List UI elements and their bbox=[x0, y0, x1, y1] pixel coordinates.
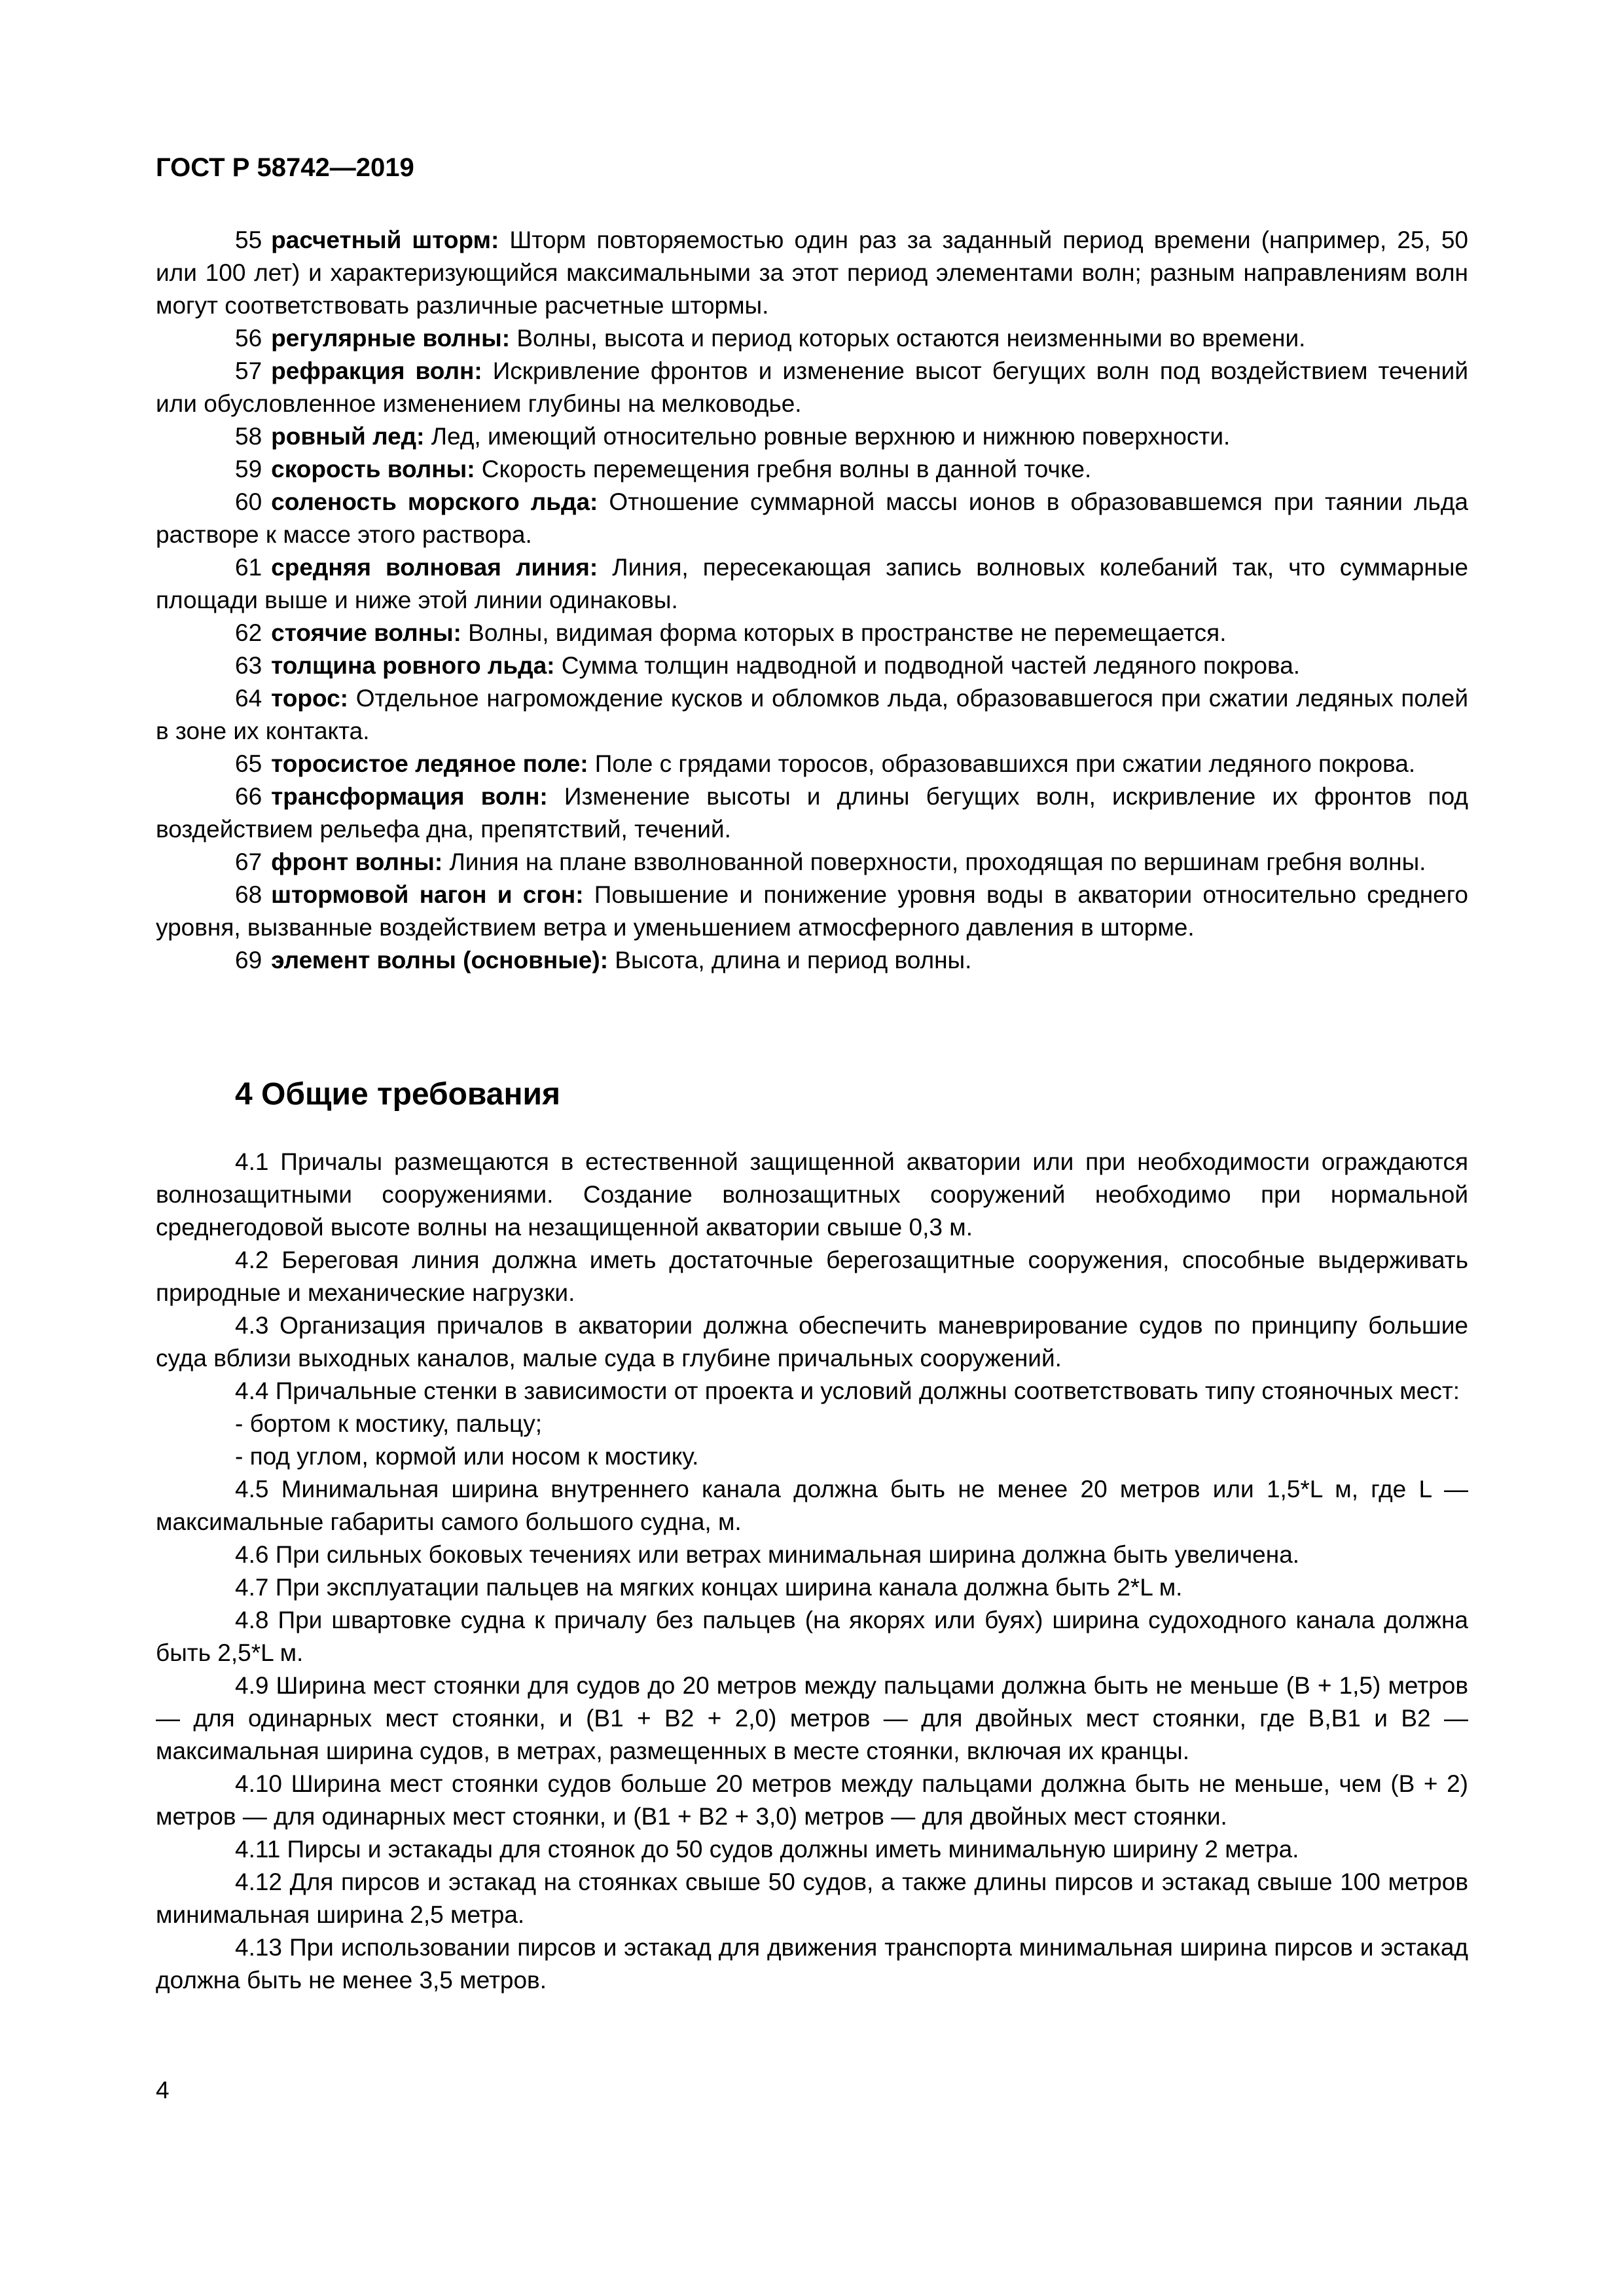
requirement-paragraph: 4.13 При использовании пирсов и эстакад для движения транспорта минимальная ширина пирсов и эстакад должна быть не менее 3,5 метров. bbox=[156, 1934, 1468, 1994]
term-68: 68 штормовой нагон и сгон: Повышение и понижение уровня воды в акватории относительно среднего уровня, вызванные воздействием ветра и уменьшением атмосферного давления в шторме. bbox=[156, 881, 1468, 941]
requirement-paragraph: 4.7 При эксплуатации пальцев на мягких концах ширина канала должна быть 2*L м. bbox=[235, 1574, 1183, 1601]
requirement-paragraph: 4.6 При сильных боковых течениях или ветрах минимальная ширина должна быть увеличена. bbox=[235, 1541, 1300, 1568]
term-65: 65 торосистое ледяное поле: Поле с грядами торосов, образовавшихся при сжатии ледяного покрова. bbox=[235, 750, 1416, 777]
requirement-paragraph: 4.5 Минимальная ширина внутреннего канала должна быть не менее 20 метров или 1,5*L м, где L — максимальные габариты самого большого судна, м. bbox=[156, 1476, 1468, 1535]
term-61: 61 средняя волновая линия: Линия, пересекающая запись волновых колебаний так, что суммарные площади выше и ниже этой линии одинаковы. bbox=[156, 554, 1468, 613]
requirements-list bbox=[156, 1146, 1468, 1997]
term-title: средняя волновая линия: bbox=[271, 554, 598, 581]
requirement-paragraph: 4.8 При швартовке судна к причалу без пальцев (на якорях или буях) ширина судоходного канала должна быть 2,5*L м. bbox=[156, 1607, 1468, 1666]
term-definition: Отношение суммарной массы ионов в образовавшемся при таянии льда растворе к массе этого раствора. bbox=[156, 488, 1468, 548]
term-definition: Сумма толщин надводной и подводной частей ледяного покрова. bbox=[554, 652, 1301, 679]
term-title: скорость волны: bbox=[271, 456, 475, 483]
term-59: 59 скорость волны: Скорость перемещения гребня волны в данной точке. bbox=[235, 456, 1092, 483]
term-definition: Искривление фронтов и изменение высот бегущих волн под воздействием течений или обусловленное изменением глубины на мелководье. bbox=[156, 357, 1468, 417]
term-64: 64 торос: Отдельное нагромождение кусков и обломков льда, образовавшегося при сжатии ледяных полей в зоне их контакта. bbox=[156, 685, 1468, 744]
requirement-paragraph: 4.4 Причальные стенки в зависимости от проекта и условий должны соответствовать типу стояночных мест: bbox=[235, 1377, 1460, 1404]
requirement-list-item: - под углом, кормой или носом к мостику. bbox=[235, 1443, 699, 1470]
term-69: 69 элемент волны (основные): Высота, длина и период волны. bbox=[235, 947, 972, 974]
term-definition: Лед, имеющий относительно ровные верхнюю и нижнюю поверхности. bbox=[424, 423, 1231, 450]
term-title: толщина ровного льда: bbox=[271, 652, 555, 679]
term-67: 67 фронт волны: Линия на плане взволнованной поверхности, проходящая по вершинам гребня волны. bbox=[235, 848, 1426, 875]
requirement-paragraph: 4.11 Пирсы и эстакады для стоянок до 50 судов должны иметь минимальную ширину 2 метра. bbox=[235, 1836, 1299, 1863]
term-definition: Скорость перемещения гребня волны в данной точке. bbox=[475, 456, 1092, 483]
term-definition: Шторм повторяемостью один раз за заданный период времени (например, 25, 50 или 100 лет) и характеризующийся максимальными за этот период элементами волн; разным направлениям волн могут соответствовать различные расчетные штормы. bbox=[156, 227, 1469, 319]
term-title: регулярные волны: bbox=[271, 325, 511, 352]
term-definition: Высота, длина и период волны. bbox=[608, 947, 972, 974]
term-55: 55 расчетный шторм: Шторм повторяемостью один раз за заданный период времени (например, 25, 50 или 100 лет) и характеризующийся максимальными за этот период элементами волн; разным направлениям волн могут соответствовать различные расчетные штормы. bbox=[156, 227, 1469, 319]
term-62: 62 стоячие волны: Волны, видимая форма которых в пространстве не перемещается. bbox=[235, 619, 1227, 646]
term-56: 56 регулярные волны: Волны, высота и период которых остаются неизменными во времени. bbox=[235, 325, 1306, 352]
term-title: стоячие волны: bbox=[271, 619, 461, 646]
terms-list bbox=[156, 224, 1468, 977]
term-title: трансформация волн: bbox=[271, 783, 548, 810]
term-title: рефракция волн: bbox=[271, 357, 482, 384]
term-definition: Линия на плане взволнованной поверхности, проходящая по вершинам гребня волны. bbox=[442, 848, 1426, 875]
requirement-paragraph: 4.10 Ширина мест стоянки судов больше 20 метров между пальцами должна быть не меньше, чем (В + 2) метров — для одинарных мест стоянки, и (В1 + В2 + 3,0) метров — для двойных мест стоянки. bbox=[156, 1770, 1468, 1830]
term-title: торос: bbox=[271, 685, 349, 712]
term-definition: Волны, высота и период которых остаются неизменными во времени. bbox=[510, 325, 1306, 352]
section-heading: 4 Общие требования bbox=[235, 1077, 560, 1112]
term-60: 60 соленость морского льда: Отношение суммарной массы ионов в образовавшемся при таянии льда растворе к массе этого раствора. bbox=[156, 488, 1468, 548]
term-57: 57 рефракция волн: Искривление фронтов и изменение высот бегущих волн под воздействием течений или обусловленное изменением глубины на мелководье. bbox=[156, 357, 1468, 417]
term-definition: Линия, пересекающая запись волновых колебаний так, что суммарные площади выше и ниже этой линии одинаковы. bbox=[156, 554, 1468, 613]
term-title: торосистое ледяное поле: bbox=[271, 750, 588, 777]
term-title: соленость морского льда: bbox=[271, 488, 598, 515]
term-63: 63 толщина ровного льда: Сумма толщин надводной и подводной частей ледяного покрова. bbox=[235, 652, 1301, 679]
term-title: штормовой нагон и сгон: bbox=[271, 881, 584, 908]
term-definition: Поле с грядами торосов, образовавшихся при сжатии ледяного покрова. bbox=[588, 750, 1416, 777]
term-66: 66 трансформация волн: Изменение высоты и длины бегущих волн, искривление их фронтов под воздействием рельефа дна, препятствий, течений. bbox=[156, 783, 1468, 843]
term-title: расчетный шторм: bbox=[271, 227, 499, 253]
requirement-paragraph: 4.1 Причалы размещаются в естественной защищенной акватории или при необходимости ограждаются волнозащитными сооружениями. Создание волнозащитных сооружений необходимо при нормальной среднегодовой высоте волны на незащищенной акватории свыше 0,3 м. bbox=[156, 1148, 1468, 1241]
requirement-paragraph: 4.3 Организация причалов в акватории должна обеспечить маневрирование судов по принципу большие суда вблизи выходных каналов, малые суда в глубине причальных сооружений. bbox=[156, 1312, 1468, 1372]
requirement-list-item: - бортом к мостику, пальцу; bbox=[235, 1410, 542, 1437]
term-title: фронт волны: bbox=[271, 848, 443, 875]
term-title: ровный лед: bbox=[271, 423, 425, 450]
requirement-paragraph: 4.12 Для пирсов и эстакад на стоянках свыше 50 судов, а также длины пирсов и эстакад свыше 100 метров минимальная ширина 2,5 метра. bbox=[156, 1868, 1468, 1928]
requirement-paragraph: 4.2 Береговая линия должна иметь достаточные берегозащитные сооружения, способные выдерживать природные и механические нагрузки. bbox=[156, 1247, 1468, 1306]
term-definition: Волны, видимая форма которых в пространстве не перемещается. bbox=[461, 619, 1227, 646]
term-definition: Отдельное нагромождение кусков и обломков льда, образовавшегося при сжатии ледяных полей в зоне их контакта. bbox=[156, 685, 1468, 744]
standard-header: ГОСТ Р 58742—2019 bbox=[156, 153, 414, 182]
term-definition: Повышение и понижение уровня воды в акватории относительно среднего уровня, вызванные воздействием ветра и уменьшением атмосферного давления в шторме. bbox=[156, 881, 1468, 941]
requirement-paragraph: 4.9 Ширина мест стоянки для судов до 20 метров между пальцами должна быть не меньше (В + 1,5) метров — для одинарных мест стоянки, и (В1 + В2 + 2,0) метров — для двойных мест стоянки, где В,В1 и В2 — максимальная ширина судов, в метрах, размещенных в месте стоянки, включая их кранцы. bbox=[156, 1672, 1468, 1764]
page-number: 4 bbox=[156, 2077, 170, 2104]
term-title: элемент волны (основные): bbox=[271, 947, 609, 974]
term-58: 58 ровный лед: Лед, имеющий относительно ровные верхнюю и нижнюю поверхности. bbox=[235, 423, 1231, 450]
term-definition: Изменение высоты и длины бегущих волн, искривление их фронтов под воздействием рельефа дна, препятствий, течений. bbox=[156, 783, 1468, 843]
